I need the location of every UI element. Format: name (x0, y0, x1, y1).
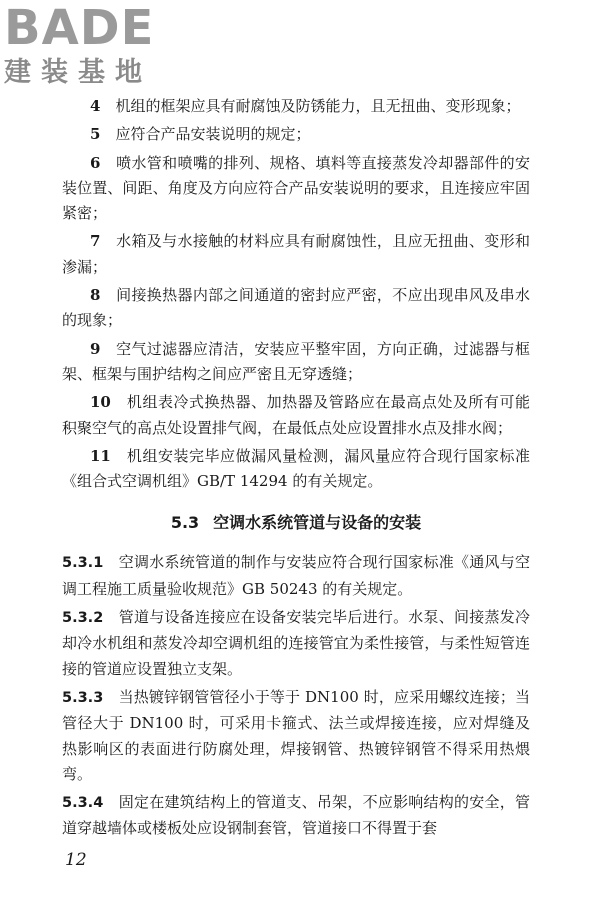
clause-number: 5.3.4 (62, 795, 104, 812)
page-content (62, 94, 530, 845)
item-number: 9 (90, 339, 101, 358)
item-number: 4 (90, 97, 101, 115)
logo-wordmark: BADE (4, 0, 155, 56)
page-number: 12 (65, 850, 87, 870)
clause-text: 管道与设备连接应在设备安装完毕后进行。水泵、间接蒸发冷却冷水机组和蒸发冷却空调机组的连接管宜为柔性接管，与柔性短管连接的管道应设置独立支架。 (62, 608, 530, 678)
section-heading (62, 510, 530, 536)
item-number: 10 (90, 393, 111, 412)
list-item (62, 229, 530, 280)
item-number: 11 (90, 446, 111, 465)
clause-text: 空调水系统管道的制作与安装应符合现行国家标准《通风与空调工程施工质量验收规范》GB 50243 的有关规定。 (62, 553, 530, 598)
section-number: 5.3 (170, 513, 200, 533)
clause-number: 5.3.3 (62, 689, 104, 706)
item-text: 水箱及与水接触的材料应具有耐腐蚀性，且应无扭曲、变形和渗漏； (62, 232, 530, 276)
item-number: 8 (90, 286, 101, 305)
clause-number: 5.3.1 (62, 555, 104, 572)
list-item (62, 444, 530, 495)
item-number: 7 (90, 232, 101, 251)
list-item (62, 283, 530, 334)
list-item (62, 122, 530, 147)
bade-logo (4, 2, 184, 94)
item-text: 空气过滤器应清洁，安装应平整牢固，方向正确，过滤器与框架、框架与围护结构之间应严密且无穿透缝； (62, 339, 530, 383)
clause-number: 5.3.2 (62, 610, 104, 627)
section-title: 空调水系统管道与设备的安装 (213, 513, 422, 533)
logo-chinese-name: 建装基地 (4, 57, 152, 88)
item-text: 喷水管和喷嘴的排列、规格、填料等直接蒸发冷却器部件的安装位置、间距、角度及方向应符合产品安装说明的要求，且连接应牢固紧密； (62, 153, 530, 223)
item-text: 间接换热器内部之间通道的密封应严密，不应出现串风及串水的现象； (62, 286, 530, 330)
item-text: 机组的框架应具有耐腐蚀及防锈能力，且无扭曲、变形现象； (115, 97, 521, 115)
clause (62, 550, 530, 602)
list-item (62, 151, 530, 227)
list-item (62, 94, 530, 119)
item-number: 5 (90, 125, 101, 144)
clause-text: 固定在建筑结构上的管道支、吊架，不应影响结构的安全，管道穿越墙体或楼板处应设钢制套管，管道接口不得置于套 (62, 793, 530, 838)
list-item (62, 390, 530, 441)
clause (62, 790, 530, 842)
item-text: 机组安装完毕应做漏风量检测，漏风量应符合现行国家标准《组合式空调机组》GB/T 14294 的有关规定。 (62, 446, 530, 491)
clause (62, 605, 530, 682)
item-number: 6 (90, 153, 101, 172)
clause (62, 685, 530, 787)
item-text: 机组表冷式换热器、加热器及管路应在最高点处及所有可能积聚空气的高点处设置排气阀，在最低点处应设置排水点及排水阀； (62, 393, 530, 437)
item-text: 应符合产品安装说明的规定； (115, 125, 311, 144)
clause-text: 当热镀锌钢管管径小于等于 DN100 时，应采用螺纹连接；当管径大于 DN100 时，可采用卡箍式、法兰或焊接连接，应对焊缝及热影响区的表面进行防腐处理，焊接钢管、热镀锌钢管不得采用热煨弯。 (62, 687, 530, 783)
list-item (62, 337, 530, 388)
